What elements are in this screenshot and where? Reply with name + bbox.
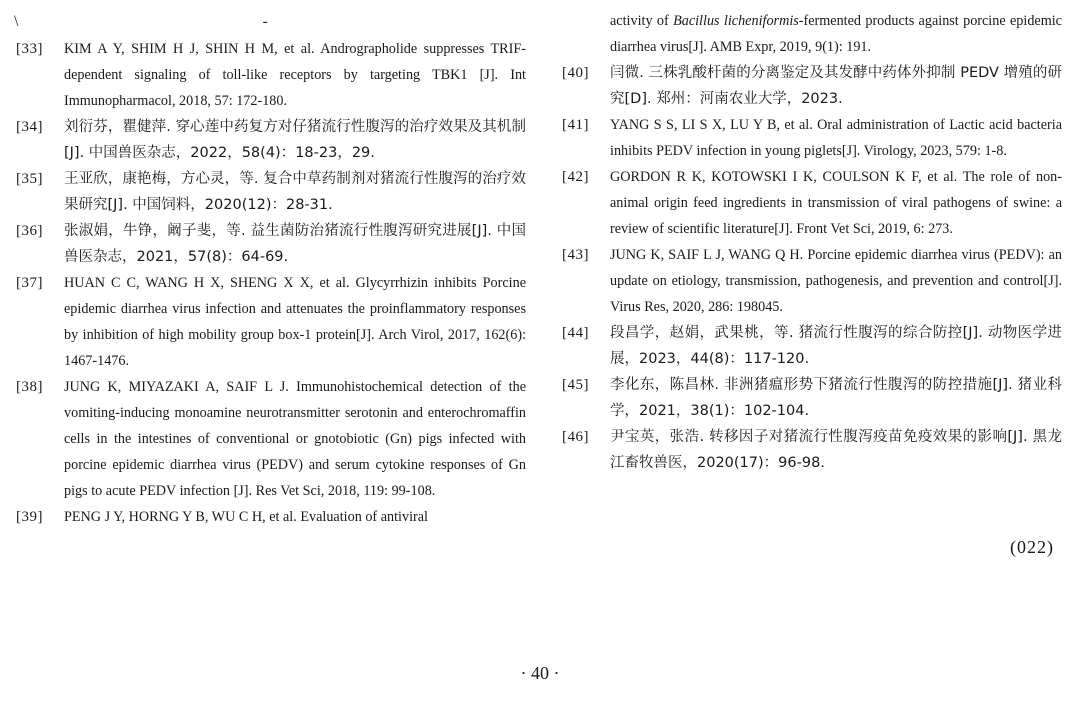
reference-number: [40] bbox=[562, 65, 589, 81]
reference-number: [38] bbox=[16, 379, 43, 395]
reference-entry bbox=[562, 424, 1062, 476]
reference-entry bbox=[562, 164, 1062, 242]
reference-text: 闫微. 三株乳酸杆菌的分离鉴定及其发酵中药体外抑制 PEDV 增殖的研究[D]. 郑州：河南农业大学，2023. bbox=[610, 65, 1062, 107]
reference-text: 刘衍芬，瞿健萍. 穿心莲中药复方对仔猪流行性腹泻的治疗效果及其机制[J]. 中国兽医杂志，2022，58(4)：18-23，29. bbox=[64, 119, 526, 161]
reference-number: [45] bbox=[562, 377, 589, 393]
reference-entry bbox=[16, 270, 526, 374]
reference-text: KIM A Y, SHIM H J, SHIN H M, et al. Andrographolide suppresses TRIF-dependent signaling of toll-like receptors by targeting TBK1 [J]. Int Immunopharmacol, 2018, 57: 172-180. bbox=[64, 41, 526, 109]
reference-text: GORDON R K, KOTOWSKI I K, COULSON K F, et al. The role of non-animal origin feed ingredients in transmission of viral pathogens of swine: a review of scientific literature[J]. Front Vet Sci, 2019, 6: 273. bbox=[610, 169, 1062, 237]
reference-number: [46] bbox=[562, 429, 589, 445]
reference-text: PENG J Y, HORNG Y B, WU C H, et al. Evaluation of antiviral bbox=[64, 509, 428, 525]
reference-text: HUAN C C, WANG H X, SHENG X X, et al. Glycyrrhizin inhibits Porcine epidemic diarrhea virus infection and attenuates the proinflammatory responses by inhibition of high mobility group box-1 protein[J]. Arch Virol, 2017, 162(6): 1467-1476. bbox=[64, 275, 526, 369]
reference-text: JUNG K, MIYAZAKI A, SAIF L J. Immunohistochemical detection of the vomiting-inducing monoamine neurotransmitter serotonin and enterochromaffin cells in the intestines of conventional or gnotobiotic (Gn) pigs infected with porcine epidemic diarrhea virus (PEDV) and serum cytokine responses of Gn pigs to acute PEDV infection [J]. Res Vet Sci, 2018, 119: 99-108. bbox=[64, 379, 526, 499]
reference-number: [41] bbox=[562, 117, 589, 133]
reference-number: [43] bbox=[562, 247, 589, 263]
reference-number: [35] bbox=[16, 171, 43, 187]
reference-entry bbox=[562, 242, 1062, 320]
reference-text: 段昌学，赵娟，武果桃，等. 猪流行性腹泻的综合防控[J]. 动物医学进展，2023，44(8)：117-120. bbox=[610, 325, 1062, 367]
reference-entry bbox=[562, 112, 1062, 164]
top-fragment-mark: \ - bbox=[14, 13, 388, 30]
left-reference-column bbox=[16, 36, 526, 530]
reference-text: 李化东，陈昌林. 非洲猪瘟形势下猪流行性腹泻的防控措施[J]. 猪业科学，2021，38(1)：102-104. bbox=[610, 377, 1062, 419]
reference-number: [39] bbox=[16, 509, 43, 525]
reference-text: 王亚欣，康艳梅，方心灵，等. 复合中草药制剂对猪流行性腹泻的治疗效果研究[J]. 中国饲料，2020(12)：28-31. bbox=[64, 171, 526, 213]
reference-number: [36] bbox=[16, 223, 43, 239]
reference-entry bbox=[562, 60, 1062, 112]
reference-number: [33] bbox=[16, 41, 43, 57]
continued-text-end: -fermented products against porcine epidemic diarrhea virus[J]. AMB Expr, 2019, 9(1): 191. bbox=[610, 13, 1062, 55]
reference-entry bbox=[562, 372, 1062, 424]
reference-text: YANG S S, LI S X, LU Y B, et al. Oral administration of Lactic acid bacteria inhibits PEDV infection in young piglets[J]. Virology, 2023, 579: 1-8. bbox=[610, 117, 1062, 159]
reference-entry bbox=[16, 374, 526, 504]
reference-number: [44] bbox=[562, 325, 589, 341]
reference-entry bbox=[562, 320, 1062, 372]
page-number: · 40 · bbox=[520, 663, 560, 683]
right-reference-list bbox=[562, 60, 1062, 476]
left-reference-list bbox=[16, 36, 526, 530]
reference-entry bbox=[16, 114, 526, 166]
reference-entry bbox=[16, 504, 526, 530]
reference-text: 尹宝英，张浩. 转移因子对猪流行性腹泻疫苗免疫效果的影响[J]. 黑龙江畜牧兽医，2020(17)：96-98. bbox=[610, 429, 1062, 471]
reference-number: [42] bbox=[562, 169, 589, 185]
continued-reference-39 bbox=[562, 8, 1062, 60]
species-name-italic: Bacillus licheniformis bbox=[673, 13, 799, 29]
reference-entry bbox=[16, 166, 526, 218]
article-code: (022) bbox=[1010, 537, 1054, 557]
continued-text-start: activity of bbox=[610, 13, 674, 29]
reference-entry bbox=[16, 36, 526, 114]
right-reference-column bbox=[562, 8, 1062, 476]
reference-text: JUNG K, SAIF L J, WANG Q H. Porcine epidemic diarrhea virus (PEDV): an update on etiology, transmission, pathogenesis, and prevention and control[J]. Virus Res, 2020, 286: 198045. bbox=[610, 247, 1062, 315]
reference-number: [37] bbox=[16, 275, 43, 291]
reference-text: 张淑娟，牛铮，阚子斐，等. 益生菌防治猪流行性腹泻研究进展[J]. 中国兽医杂志，2021，57(8)：64-69. bbox=[64, 223, 526, 265]
reference-number: [34] bbox=[16, 119, 43, 135]
reference-entry bbox=[16, 218, 526, 270]
